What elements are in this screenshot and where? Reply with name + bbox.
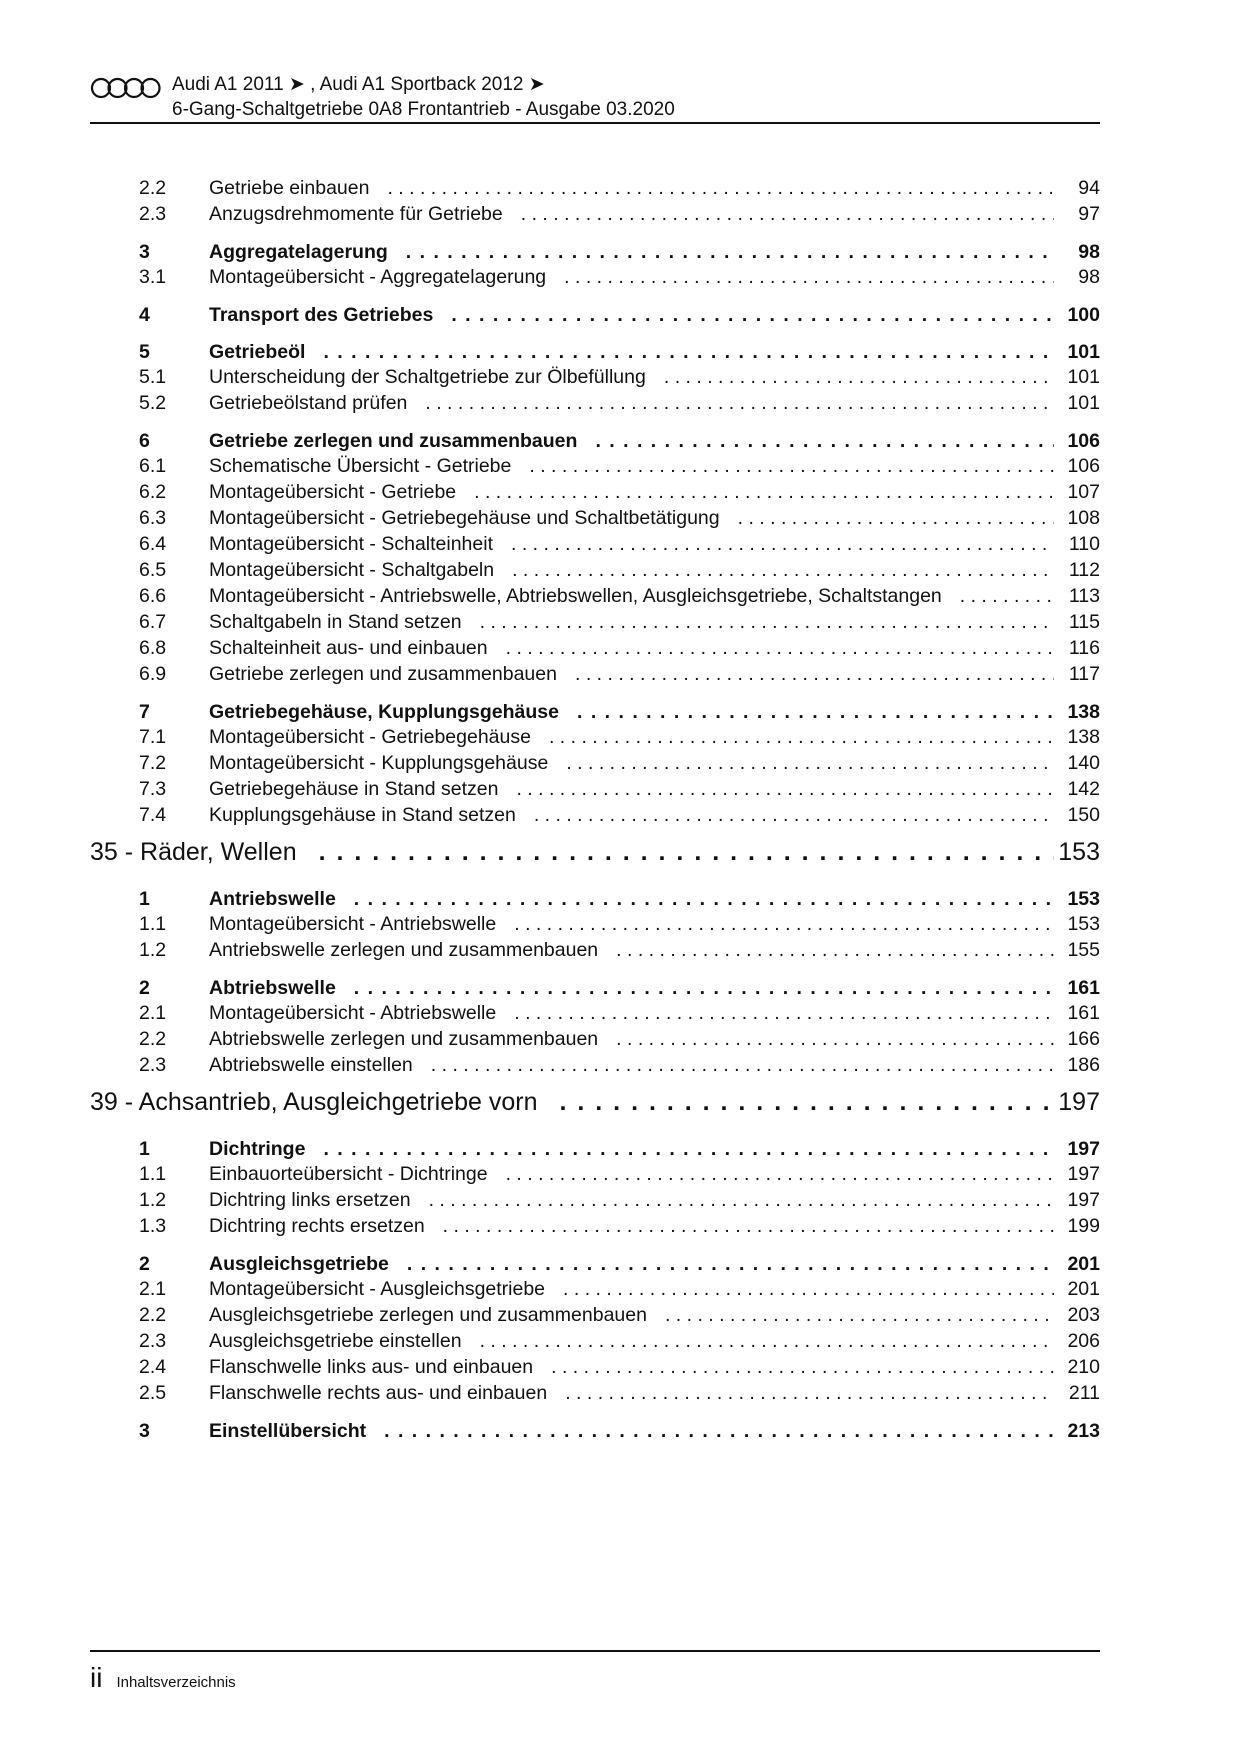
toc-entry-number: 2 xyxy=(139,1253,150,1275)
chapter-title: 35 - Räder, Wellen xyxy=(90,838,297,866)
toc-entry[interactable] xyxy=(90,266,1100,292)
toc-section-entry[interactable] xyxy=(90,233,1100,266)
toc-entry-title: Flanschwelle links aus- und einbauen xyxy=(209,1356,534,1378)
toc-entry[interactable] xyxy=(90,804,1100,830)
toc-group xyxy=(90,1130,1100,1241)
page-footer xyxy=(90,1662,236,1694)
toc-entry[interactable] xyxy=(90,778,1100,804)
toc-group xyxy=(90,1245,1100,1408)
toc-entry-page: 161 xyxy=(1067,1002,1100,1024)
toc-section-entry[interactable] xyxy=(90,422,1100,455)
toc-entry-number: 2.2 xyxy=(139,1304,167,1326)
toc-entry-page: 117 xyxy=(1068,663,1100,685)
dot-leader xyxy=(738,507,1054,530)
toc-entry-page: 201 xyxy=(1067,1253,1100,1275)
toc-entry[interactable] xyxy=(90,559,1100,585)
toc-entry[interactable] xyxy=(90,366,1100,392)
chapter-page: 197 xyxy=(1058,1088,1100,1116)
toc-entry-page: 98 xyxy=(1078,266,1100,288)
toc-entry-title: Antriebswelle xyxy=(209,888,336,910)
toc-entry-number: 2 xyxy=(139,977,150,999)
toc-entry-number: 2.5 xyxy=(139,1382,167,1404)
dot-leader xyxy=(506,1163,1054,1186)
toc-entry-title: Schaltgabeln in Stand setzen xyxy=(209,611,462,633)
toc-entry-title: Montageübersicht - Kupplungsgehäuse xyxy=(209,752,549,774)
toc-section-entry[interactable] xyxy=(90,1412,1100,1445)
dot-leader xyxy=(506,637,1054,660)
toc-entry[interactable] xyxy=(90,1189,1100,1215)
toc-entry-title: Montageübersicht - Abtriebswelle xyxy=(209,1002,497,1024)
toc-section-entry[interactable] xyxy=(90,1245,1100,1278)
toc-entry-page: 100 xyxy=(1067,304,1100,326)
toc-entry-number: 1.3 xyxy=(139,1215,167,1237)
audi-rings-logo xyxy=(90,77,162,99)
toc-entry[interactable] xyxy=(90,1304,1100,1330)
toc-entry-number: 2.3 xyxy=(139,1330,167,1352)
toc-entry-page: 140 xyxy=(1067,752,1100,774)
toc-entry[interactable] xyxy=(90,507,1100,533)
toc-entry-title: Ausgleichsgetriebe einstellen xyxy=(209,1330,462,1352)
toc-entry-title: Getriebeöl xyxy=(209,341,306,363)
toc-entry-page: 101 xyxy=(1067,392,1100,414)
toc-entry-page: 197 xyxy=(1067,1163,1100,1185)
toc-group xyxy=(90,969,1100,1080)
toc-entry-page: 97 xyxy=(1078,203,1100,225)
toc-entry-title: Getriebeölstand prüfen xyxy=(209,392,408,414)
toc-entry-page: 213 xyxy=(1067,1420,1100,1442)
toc-entry-number: 6.2 xyxy=(139,481,167,503)
dot-leader xyxy=(564,266,1054,289)
toc-entry-title: Dichtring links ersetzen xyxy=(209,1189,411,1211)
dot-leader xyxy=(480,1330,1054,1353)
toc-entry-number: 6.6 xyxy=(139,585,167,607)
toc-entry-number: 6.9 xyxy=(139,663,167,685)
toc-entry[interactable] xyxy=(90,1278,1100,1304)
toc-entry-page: 155 xyxy=(1067,939,1100,961)
toc-entry[interactable] xyxy=(90,637,1100,663)
toc-entry-page: 206 xyxy=(1067,1330,1100,1352)
toc-entry[interactable] xyxy=(90,585,1100,611)
toc-entry[interactable] xyxy=(90,752,1100,778)
toc-entry-page: 94 xyxy=(1078,177,1100,199)
toc-entry-number: 6.4 xyxy=(139,533,167,555)
toc-entry-title: Montageübersicht - Antriebswelle, Abtriebswellen, Ausgleichsgetriebe, Schaltstangen xyxy=(209,585,942,607)
toc-entry-number: 7.2 xyxy=(139,752,167,774)
toc-entry[interactable] xyxy=(90,481,1100,507)
dot-leader xyxy=(960,585,1054,608)
toc-section-entry[interactable] xyxy=(90,296,1100,329)
toc-entry-page: 211 xyxy=(1068,1382,1100,1404)
toc-group xyxy=(90,177,1100,229)
toc-entry-title: Abtriebswelle zerlegen und zusammenbauen xyxy=(209,1028,599,1050)
toc-entry-page: 199 xyxy=(1067,1215,1100,1237)
toc-entry-number: 6.5 xyxy=(139,559,167,581)
toc-entry-page: 112 xyxy=(1068,559,1100,581)
toc-entry-title: Ausgleichsgetriebe xyxy=(209,1253,389,1275)
dot-leader xyxy=(665,1304,1054,1327)
toc-entry[interactable] xyxy=(90,1215,1100,1241)
toc-entry[interactable] xyxy=(90,203,1100,229)
toc-entry-title: Ausgleichsgetriebe zerlegen und zusammenbauen xyxy=(209,1304,647,1326)
toc-section-entry[interactable] xyxy=(90,693,1100,726)
toc-entry-title: Getriebe einbauen xyxy=(209,177,370,199)
toc-entry-number: 6.7 xyxy=(139,611,167,633)
toc-entry-number: 3 xyxy=(139,241,150,263)
dot-leader xyxy=(511,533,1054,556)
toc-entry-page: 116 xyxy=(1068,637,1100,659)
toc-entry-page: 186 xyxy=(1067,1054,1100,1076)
toc-entry-page: 197 xyxy=(1067,1138,1100,1160)
toc-entry-title: Abtriebswelle xyxy=(209,977,336,999)
toc-entry[interactable] xyxy=(90,663,1100,689)
toc-entry-number: 7.3 xyxy=(139,778,167,800)
toc-entry-number: 1.1 xyxy=(139,913,167,935)
toc-group xyxy=(90,693,1100,830)
toc-entry-page: 210 xyxy=(1067,1356,1100,1378)
dot-leader xyxy=(387,177,1054,200)
toc-entry-title: Getriebegehäuse in Stand setzen xyxy=(209,778,499,800)
dot-leader xyxy=(474,481,1054,504)
toc-entry-number: 7.4 xyxy=(139,804,167,826)
toc-entry-page: 197 xyxy=(1067,1189,1100,1211)
toc-entry-number: 3.1 xyxy=(139,266,167,288)
toc-entry-title: Montageübersicht - Ausgleichsgetriebe xyxy=(209,1278,546,1300)
toc-entry-number: 2.1 xyxy=(139,1002,167,1024)
toc-group xyxy=(90,422,1100,689)
toc-entry-number: 6.1 xyxy=(139,455,167,477)
toc-entry-title: Kupplungsgehäuse in Stand setzen xyxy=(209,804,516,826)
footer-divider xyxy=(90,1650,1100,1652)
toc-entry[interactable] xyxy=(90,1356,1100,1382)
toc-entry-title: Getriebe zerlegen und zusammenbauen xyxy=(209,663,557,685)
toc-entry-number: 2.2 xyxy=(139,1028,167,1050)
dot-leader xyxy=(616,939,1054,962)
toc-entry-number: 2.4 xyxy=(139,1356,167,1378)
toc-entry-number: 6.3 xyxy=(139,507,167,529)
dot-leader xyxy=(431,1054,1054,1077)
dot-leader xyxy=(384,1420,1054,1443)
toc-entry[interactable] xyxy=(90,533,1100,559)
dot-leader xyxy=(407,1253,1054,1276)
chapter-page: 153 xyxy=(1058,838,1100,866)
toc-entry-page: 107 xyxy=(1067,481,1100,503)
dot-leader xyxy=(514,913,1054,936)
dot-leader xyxy=(664,366,1054,389)
toc-entry-title: Getriebegehäuse, Kupplungsgehäuse xyxy=(209,701,559,723)
table-of-contents xyxy=(90,177,1100,1449)
toc-entry-number: 5.2 xyxy=(139,392,167,414)
dot-leader xyxy=(560,1088,1055,1117)
toc-entry-number: 3 xyxy=(139,1420,150,1442)
toc-entry-title: Montageübersicht - Getriebe xyxy=(209,481,457,503)
dot-leader xyxy=(575,663,1054,686)
toc-entry[interactable] xyxy=(90,1382,1100,1408)
toc-group xyxy=(90,1412,1100,1445)
dot-leader xyxy=(563,1278,1054,1301)
toc-entry-title: Transport des Getriebes xyxy=(209,304,434,326)
toc-entry-number: 1 xyxy=(139,1138,150,1160)
toc-entry[interactable] xyxy=(90,1002,1100,1028)
toc-entry-number: 7.1 xyxy=(139,726,167,748)
toc-entry-title: Getriebe zerlegen und zusammenbauen xyxy=(209,430,578,452)
toc-entry-page: 153 xyxy=(1067,888,1100,910)
dot-leader xyxy=(566,752,1054,775)
toc-entry-page: 166 xyxy=(1067,1028,1100,1050)
toc-entry-number: 6.8 xyxy=(139,637,167,659)
toc-entry[interactable] xyxy=(90,1054,1100,1080)
toc-entry-page: 113 xyxy=(1068,585,1100,607)
toc-entry-page: 138 xyxy=(1067,701,1100,723)
toc-entry[interactable] xyxy=(90,392,1100,418)
toc-entry-title: Abtriebswelle einstellen xyxy=(209,1054,413,1076)
toc-entry[interactable] xyxy=(90,611,1100,637)
dot-leader xyxy=(551,1356,1054,1379)
dot-leader xyxy=(425,392,1054,415)
toc-entry-title: Schalteinheit aus- und einbauen xyxy=(209,637,488,659)
dot-leader xyxy=(616,1028,1054,1051)
dot-leader xyxy=(514,1002,1054,1025)
dot-leader xyxy=(451,304,1054,327)
toc-entry-page: 101 xyxy=(1067,341,1100,363)
dot-leader xyxy=(480,611,1054,634)
toc-entry-number: 2.3 xyxy=(139,1054,167,1076)
dot-leader xyxy=(354,977,1054,1000)
toc-group xyxy=(90,296,1100,329)
dot-leader xyxy=(549,726,1054,749)
dot-leader xyxy=(323,341,1054,364)
toc-entry-page: 203 xyxy=(1067,1304,1100,1326)
toc-entry[interactable] xyxy=(90,913,1100,939)
dot-leader xyxy=(529,455,1054,478)
toc-entry[interactable] xyxy=(90,939,1100,965)
dot-leader xyxy=(443,1215,1054,1238)
toc-entry-page: 106 xyxy=(1067,430,1100,452)
toc-entry-title: Unterscheidung der Schaltgetriebe zur Ölbefüllung xyxy=(209,366,646,388)
toc-section-entry[interactable] xyxy=(90,969,1100,1002)
dot-leader xyxy=(565,1382,1054,1405)
toc-group xyxy=(90,333,1100,418)
dot-leader xyxy=(516,778,1054,801)
toc-entry-page: 150 xyxy=(1067,804,1100,826)
dot-leader xyxy=(354,888,1054,911)
toc-entry-number: 5.1 xyxy=(139,366,167,388)
footer-label: Inhaltsverzeichnis xyxy=(116,1674,236,1691)
toc-entry-page: 142 xyxy=(1067,778,1100,800)
toc-entry-number: 2.1 xyxy=(139,1278,167,1300)
toc-entry[interactable] xyxy=(90,455,1100,481)
toc-entry-title: Einbauorteübersicht - Dichtringe xyxy=(209,1163,488,1185)
toc-entry-number: 1 xyxy=(139,888,150,910)
toc-entry-number: 2.3 xyxy=(139,203,167,225)
toc-entry-number: 1.2 xyxy=(139,939,167,961)
toc-entry-title: Dichtring rechts ersetzen xyxy=(209,1215,425,1237)
dot-leader xyxy=(429,1189,1054,1212)
toc-entry-page: 161 xyxy=(1067,977,1100,999)
toc-entry-page: 108 xyxy=(1067,507,1100,529)
toc-chapter xyxy=(90,838,1100,874)
toc-entry-page: 153 xyxy=(1067,913,1100,935)
footer-page-number: ii xyxy=(90,1662,103,1693)
toc-section-entry[interactable] xyxy=(90,333,1100,366)
toc-entry-title: Montageübersicht - Getriebegehäuse und Schaltbetätigung xyxy=(209,507,720,529)
toc-entry-number: 1.1 xyxy=(139,1163,167,1185)
toc-group xyxy=(90,880,1100,965)
toc-entry-number: 2.2 xyxy=(139,177,167,199)
toc-entry-title: Montageübersicht - Getriebegehäuse xyxy=(209,726,531,748)
dot-leader xyxy=(319,838,1055,867)
toc-entry[interactable] xyxy=(90,1028,1100,1054)
toc-entry-title: Montageübersicht - Aggregatelagerung xyxy=(209,266,547,288)
toc-entry-page: 106 xyxy=(1067,455,1100,477)
toc-section-entry[interactable] xyxy=(90,1130,1100,1163)
header-text xyxy=(172,72,675,122)
dot-leader xyxy=(534,804,1054,827)
toc-entry-number: 1.2 xyxy=(139,1189,167,1211)
toc-entry[interactable] xyxy=(90,726,1100,752)
dot-leader xyxy=(595,430,1054,453)
toc-entry-title: Montageübersicht - Schalteinheit xyxy=(209,533,493,555)
header-edition-line: 6-Gang-Schaltgetriebe 0A8 Frontantrieb - Ausgabe 03.2020 xyxy=(172,99,675,120)
toc-entry-title: Antriebswelle zerlegen und zusammenbauen xyxy=(209,939,599,961)
header-model-line: Audi A1 2011 ➤ , Audi A1 Sportback 2012 ➤ xyxy=(172,74,545,95)
toc-entry-title: Aggregatelagerung xyxy=(209,241,388,263)
toc-entry-page: 201 xyxy=(1067,1278,1100,1300)
dot-leader xyxy=(512,559,1054,582)
toc-entry-title: Anzugsdrehmomente für Getriebe xyxy=(209,203,503,225)
toc-entry-number: 4 xyxy=(139,304,150,326)
toc-group xyxy=(90,233,1100,292)
toc-entry-title: Einstellübersicht xyxy=(209,1420,367,1442)
toc-entry-title: Schematische Übersicht - Getriebe xyxy=(209,455,512,477)
toc-entry-number: 5 xyxy=(139,341,150,363)
toc-entry[interactable] xyxy=(90,1330,1100,1356)
toc-entry-page: 115 xyxy=(1068,611,1100,633)
dot-leader xyxy=(406,241,1054,264)
header-divider xyxy=(90,122,1100,124)
toc-entry-title: Montageübersicht - Schaltgabeln xyxy=(209,559,495,581)
toc-entry-number: 7 xyxy=(139,701,150,723)
toc-chapter-entry[interactable] xyxy=(90,838,1100,874)
toc-entry-page: 110 xyxy=(1068,533,1100,555)
dot-leader xyxy=(323,1138,1054,1161)
toc-section-entry[interactable] xyxy=(90,880,1100,913)
toc-entry[interactable] xyxy=(90,177,1100,203)
toc-chapter-entry[interactable] xyxy=(90,1088,1100,1124)
toc-entry-title: Flanschwelle rechts aus- und einbauen xyxy=(209,1382,548,1404)
dot-leader xyxy=(521,203,1054,226)
toc-chapter xyxy=(90,1088,1100,1124)
toc-entry-title: Dichtringe xyxy=(209,1138,306,1160)
toc-entry-page: 138 xyxy=(1067,726,1100,748)
toc-entry-number: 6 xyxy=(139,430,150,452)
toc-entry[interactable] xyxy=(90,1163,1100,1189)
toc-entry-page: 98 xyxy=(1078,241,1100,263)
toc-entry-title: Montageübersicht - Antriebswelle xyxy=(209,913,497,935)
chapter-title: 39 - Achsantrieb, Ausgleichgetriebe vorn xyxy=(90,1088,538,1116)
dot-leader xyxy=(577,701,1054,724)
toc-entry-page: 101 xyxy=(1067,366,1100,388)
